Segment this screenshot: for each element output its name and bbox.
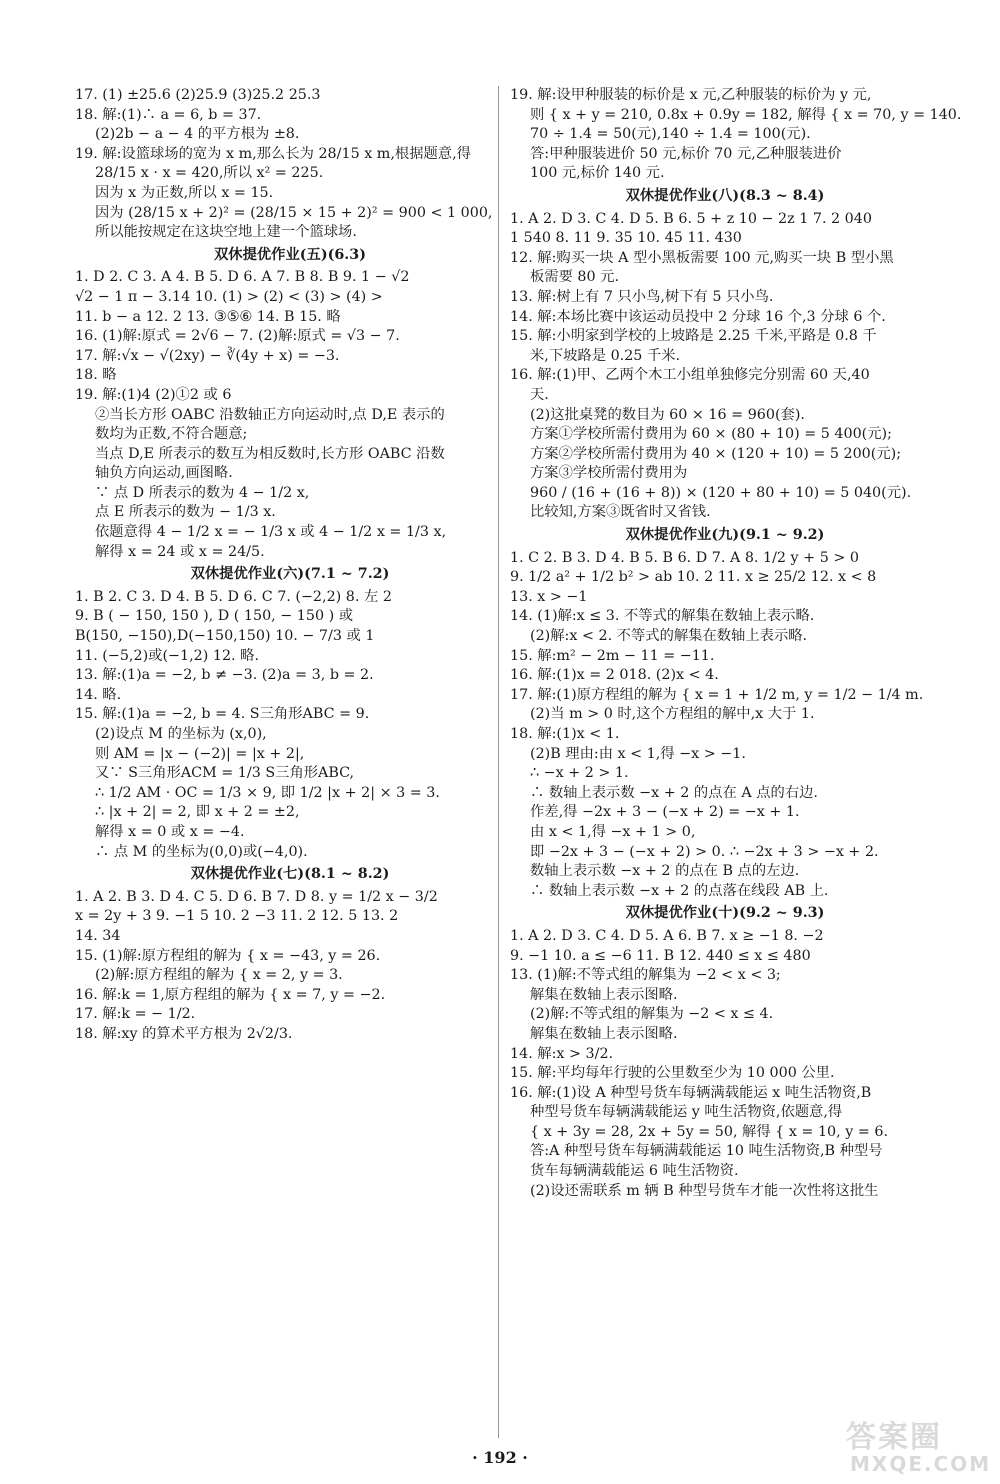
section-heading: 双休提优作业(八)(8.3 ~ 8.4) (625, 187, 825, 204)
answer-line: 1. B 2. C 3. D 4. B 5. D 6. C 7. (−2,2) 8. 左 2 (75, 588, 392, 605)
answer-line: 方案①学校所需付费用为 60 × (80 + 10) = 5 400(元); (530, 426, 892, 443)
answer-line: 1. C 2. B 3. D 4. B 5. B 6. D 7. A 8. 1/2 y + 5 > 0 (510, 549, 859, 566)
answer-line: 14. (1)解:x ≤ 3. 不等式的解集在数轴上表示略. (510, 608, 815, 625)
answer-line: 1 540 8. 11 9. 35 10. 45 11. 430 (510, 230, 742, 247)
left-column (75, 86, 505, 1045)
answer-line: (2)解:原方程组的解为 { x = 2, y = 3. (95, 967, 343, 984)
answer-line: 960 / (16 + (16 + 8)) × (120 + 80 + 10) = 5 040(元). (530, 484, 912, 501)
answer-line: 13. 解:(1)a = −2, b ≠ −3. (2)a = 3, b = 2. (75, 667, 374, 684)
answer-line: 米,下坡路是 0.25 千米. (530, 347, 681, 364)
answer-line: 作差,得 −2x + 3 − (−x + 2) = −x + 1. (530, 804, 800, 821)
answer-line: 16. 解:(1)x = 2 018. (2)x < 4. (510, 667, 719, 684)
answer-line: 17. 解:(1)原方程组的解为 { x = 1 + 1/2 m, y = 1/2 − 1/4 m. (510, 686, 924, 703)
answer-line: 18. 解:xy 的算术平方根为 2√2/3. (75, 1025, 293, 1042)
answer-line: 又∵ S三角形ACM = 1/3 S三角形ABC, (95, 765, 355, 782)
answer-line: 板需要 80 元. (530, 269, 620, 286)
answer-line: (2)设点 M 的坐标为 (x,0), (95, 726, 267, 742)
answer-line: ②当长方形 OABC 沿数轴正方向运动时,点 D,E 表示的 (95, 406, 445, 423)
answer-line: 9. −1 10. a ≤ −6 11. B 12. 440 ≤ x ≤ 480 (510, 947, 811, 964)
answer-line: (2)当 m > 0 时,这个方程组的解中,x 大于 1. (530, 706, 815, 723)
answer-line: 14. 34 (75, 927, 121, 944)
answer-line: 17. 解:√x − √(2xy) − ∛(4y + x) = −3. (75, 347, 340, 364)
answer-line: (2)解:x < 2. 不等式的解集在数轴上表示略. (530, 628, 808, 645)
answer-line: 16. (1)解:原式 = 2√6 − 7. (2)解:原式 = √3 − 7. (75, 328, 400, 345)
section-heading: 双休提优作业(五)(6.3) (213, 246, 366, 263)
answer-line: 16. 解:(1)设 A 种型号货车每辆满载能运 x 吨生活物资,B (510, 1084, 872, 1101)
answer-line: 28/15 x · x = 420,所以 x² = 225. (95, 165, 324, 182)
section-heading: 双休提优作业(六)(7.1 ~ 7.2) (190, 566, 390, 583)
answer-line: 1. D 2. C 3. A 4. B 5. D 6. A 7. B 8. B 9. 1 − √2 (75, 269, 410, 286)
answer-line: 13. (1)解:不等式组的解集为 −2 < x < 3; (510, 967, 781, 984)
right-column (510, 86, 962, 1201)
section-heading: 双休提优作业(十)(9.2 ~ 9.3) (625, 905, 825, 922)
answer-line: (2)B 理由:由 x < 1,得 −x > −1. (530, 745, 746, 762)
answer-line: 11. (−5,2)或(−1,2) 12. 略. (75, 647, 259, 664)
answer-line: 因为 (28/15 x + 2)² = (28/15 × 15 + 2)² = 900 < 1 000, (95, 204, 493, 221)
answer-line: 18. 解:(1)x < 1. (510, 726, 620, 742)
answer-line: 16. 解:k = 1,原方程组的解为 { x = 7, y = −2. (75, 986, 386, 1003)
answer-line: ∴ |x + 2| = 2, 即 x + 2 = ±2, (95, 804, 300, 821)
answer-line: 1. A 2. D 3. C 4. D 5. A 6. B 7. x ≥ −1 8. −2 (510, 927, 824, 944)
answer-line: 所以能按规定在这块空地上建一个篮球场. (95, 224, 357, 241)
answer-line: 解集在数轴上表示图略. (530, 986, 678, 1003)
answer-line: x = 2y + 3 9. −1 5 10. 2 −3 11. 2 12. 5 13. 2 (75, 908, 399, 925)
answer-line: 种型号货车每辆满载能运 y 吨生活物资,依题意,得 (530, 1104, 843, 1121)
answer-line: { x + 3y = 28, 2x + 5y = 50, 解得 { x = 10, y = 6. (530, 1123, 889, 1140)
section-heading: 双休提优作业(七)(8.1 ~ 8.2) (190, 866, 390, 883)
answer-line: 即 −2x + 3 − (−x + 2) > 0. ∴ −2x + 3 > −x + 2. (530, 843, 879, 860)
answer-line: ∴ 数轴上表示数 −x + 2 的点落在线段 AB 上. (530, 882, 829, 899)
answer-line: 数轴上表示数 −x + 2 的点在 B 点的左边. (530, 863, 800, 880)
watermark-text-top: 答案圈 (846, 1420, 942, 1455)
answer-line: √2 − 1 π − 3.14 10. (1) > (2) < (3) > (4) > (75, 288, 383, 305)
section-heading: 双休提优作业(九)(9.1 ~ 9.2) (625, 527, 825, 544)
answer-line: 100 元,标价 140 元. (530, 165, 665, 182)
answer-line: 9. 1/2 a² + 1/2 b² > ab 10. 2 11. x ≥ 25/2 12. x < 8 (510, 569, 877, 586)
page-number: · 192 · (472, 1448, 528, 1467)
answer-line: 19. 解:设篮球场的宽为 x m,那么长为 28/15 x m,根据题意,得 (75, 145, 471, 162)
answer-line: ∴ 1/2 AM · OC = 1/3 × 9, 即 1/2 |x + 2| × 3 = 3. (95, 784, 440, 801)
answer-line: ∴ 数轴上表示数 −x + 2 的点在 A 点的右边. (530, 784, 818, 801)
column-divider (498, 86, 499, 1438)
answer-line: 点 E 所表示的数为 − 1/3 x. (95, 504, 276, 521)
answer-line: 16. 解:(1)甲、乙两个木工小组单独修完分别需 60 天,40 (510, 367, 870, 384)
answer-line: 1. A 2. B 3. D 4. C 5. D 6. B 7. D 8. y = 1/2 x − 3/2 (75, 888, 438, 905)
answer-line: 18. 解:(1)∴ a = 6, b = 37. (75, 106, 262, 123)
answer-line: 由 x < 1,得 −x + 1 > 0, (530, 823, 696, 840)
answer-line: 17. (1) ±25.6 (2)25.9 (3)25.2 25.3 (75, 87, 321, 103)
answer-line: 当点 D,E 所表示的数互为相反数时,长方形 OABC 沿数 (95, 445, 445, 462)
answer-line: 13. 解:树上有 7 只小鸟,树下有 5 只小鸟. (510, 288, 774, 305)
answer-line: 1. A 2. D 3. C 4. D 5. B 6. 5 + z 10 − 2z 1 7. 2 040 (510, 210, 872, 227)
watermark-text-bottom: MXQE.COM (850, 1452, 992, 1476)
answer-line: 货车每辆满载能运 6 吨生活物资. (530, 1163, 739, 1180)
answer-line: 15. 解:(1)a = −2, b = 4. S三角形ABC = 9. (75, 706, 370, 723)
answer-line: 15. 解:m² − 2m − 11 = −11. (510, 647, 715, 664)
answer-line: (2)解:不等式组的解集为 −2 < x ≤ 4. (530, 1006, 774, 1023)
answer-line: ∵ 点 D 所表示的数为 4 − 1/2 x, (95, 484, 310, 501)
answer-line: 则 AM = |x − (−2)| = |x + 2|, (95, 745, 305, 762)
answer-line: 14. 解:x > 3/2. (510, 1045, 614, 1062)
answer-line: B(150, −150),D(−150,150) 10. − 7/3 或 1 (75, 628, 375, 645)
answer-line: (2)这批桌凳的数目为 60 × 16 = 960(套). (530, 406, 805, 423)
answer-line: 因为 x 为正数,所以 x = 15. (95, 184, 274, 201)
answer-line: 13. x > −1 (510, 588, 588, 605)
answer-line: 15. (1)解:原方程组的解为 { x = −43, y = 26. (75, 947, 381, 964)
answer-line: 15. 解:小明家到学校的上坡路是 2.25 千米,平路是 0.8 千 (510, 328, 877, 345)
answer-line: 19. 解:设甲种服装的标价是 x 元,乙种服装的标价为 y 元, (510, 87, 872, 103)
answer-line: 12. 解:购买一块 A 型小黑板需要 100 元,购买一块 B 型小黑 (510, 249, 894, 266)
answer-line: 11. b − a 12. 2 13. ③⑤⑥ 14. B 15. 略 (75, 308, 341, 325)
answer-line: 则 { x + y = 210, 0.8x + 0.9y = 182, 解得 { x = 70, y = 140. (530, 106, 962, 123)
answer-line: 19. 解:(1)4 (2)①2 或 6 (75, 386, 232, 403)
answer-line: 14. 解:本场比赛中该运动员投中 2 分球 16 个,3 分球 6 个. (510, 308, 886, 325)
answer-line: 17. 解:k = − 1/2. (75, 1006, 196, 1023)
answer-line: 15. 解:平均每年行驶的公里数至少为 10 000 公里. (510, 1065, 835, 1082)
answer-line: 方案③学校所需付费用为 (530, 465, 688, 482)
answer-line: 解集在数轴上表示图略. (530, 1025, 678, 1042)
answer-line: 答:甲种服装进价 50 元,标价 70 元,乙种服装进价 (530, 145, 842, 162)
answer-line: ∴ −x + 2 > 1. (530, 765, 629, 782)
answer-line: ∴ 点 M 的坐标为(0,0)或(−4,0). (95, 843, 308, 860)
answer-line: 9. B ( − 150, 150 ), D ( 150, − 150 ) 或 (75, 608, 354, 625)
answer-line: 比较知,方案③既省时又省钱. (530, 504, 711, 521)
answer-line: 答:A 种型号货车每辆满载能运 10 吨生活物资,B 种型号 (530, 1143, 883, 1160)
answer-line: 轴负方向运动,画图略. (95, 465, 233, 482)
answer-line: 天. (530, 386, 549, 403)
answer-line: 14. 略. (75, 686, 122, 703)
watermark-logo (840, 1412, 990, 1476)
answer-line: 方案②学校所需付费用为 40 × (120 + 10) = 5 200(元); (530, 445, 902, 462)
answer-line: (2)2b − a − 4 的平方根为 ±8. (95, 126, 300, 143)
answer-line: 数均为正数,不符合题意; (95, 426, 248, 443)
answer-line: 70 ÷ 1.4 = 50(元),140 ÷ 1.4 = 100(元). (530, 126, 811, 143)
answer-line: (2)设还需联系 m 辆 B 种型号货车才能一次性将这批生 (530, 1182, 879, 1199)
answer-line: 依题意得 4 − 1/2 x = − 1/3 x 或 4 − 1/2 x = 1/3 x, (95, 524, 447, 541)
answer-line: 18. 略 (75, 367, 117, 384)
answer-line: 解得 x = 0 或 x = −4. (95, 823, 245, 840)
answer-line: 解得 x = 24 或 x = 24/5. (95, 543, 265, 560)
